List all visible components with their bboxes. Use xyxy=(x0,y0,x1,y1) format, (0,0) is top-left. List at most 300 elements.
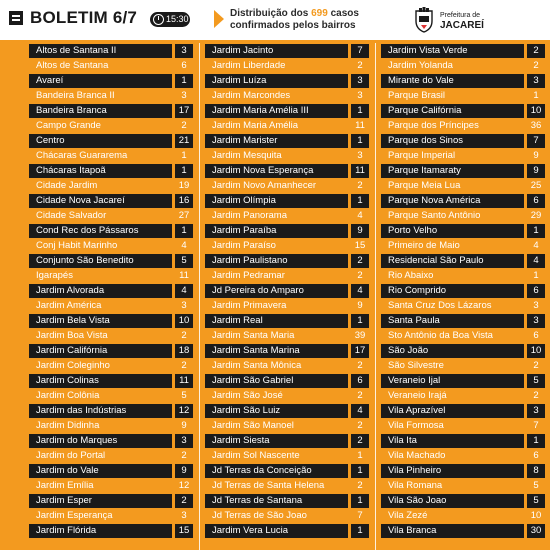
neighborhood-name: Vila Romana xyxy=(388,480,443,491)
neighborhood-name: Jardim Emília xyxy=(36,480,94,491)
list-item xyxy=(29,358,193,373)
neighborhood-name: Igarapés xyxy=(36,270,73,281)
list-item xyxy=(29,43,193,58)
case-count: 17 xyxy=(351,344,369,358)
case-count: 5 xyxy=(527,494,545,508)
list-item xyxy=(29,238,193,253)
neighborhood-name: Jardim Colônia xyxy=(36,390,100,401)
case-count: 1 xyxy=(351,134,369,148)
list-item xyxy=(381,328,545,343)
case-count: 36 xyxy=(530,120,542,131)
list-item xyxy=(205,103,369,118)
case-count: 27 xyxy=(178,210,190,221)
list-item xyxy=(205,193,369,208)
case-count: 5 xyxy=(527,374,545,388)
case-count: 30 xyxy=(527,524,545,538)
list-item xyxy=(29,463,193,478)
list-item xyxy=(381,58,545,73)
case-count: 2 xyxy=(181,450,187,461)
list-item xyxy=(381,118,545,133)
case-count: 3 xyxy=(533,300,539,311)
list-item xyxy=(381,208,545,223)
list-item xyxy=(205,388,369,403)
neighborhood-name: Porto Velho xyxy=(381,224,524,238)
neighborhood-name: São Silvestre xyxy=(388,360,444,371)
neighborhood-name: Rio Abaixo xyxy=(388,270,434,281)
neighborhood-name: Jardim Coleginho xyxy=(36,360,110,371)
case-count: 2 xyxy=(175,494,193,508)
case-count: 4 xyxy=(527,254,545,268)
list-item xyxy=(29,253,193,268)
neighborhood-name: Jardim Maria Amélia III xyxy=(205,104,348,118)
neighborhood-name: Campo Grande xyxy=(36,120,101,131)
case-count: 5 xyxy=(533,480,539,491)
neighborhood-name: Jardim Mesquita xyxy=(212,150,282,161)
arrow-right-icon xyxy=(214,10,224,28)
neighborhood-column-3 xyxy=(381,43,545,538)
list-item xyxy=(29,373,193,388)
case-count: 4 xyxy=(181,240,187,251)
list-item xyxy=(29,163,193,178)
neighborhood-name: Jardim do Portal xyxy=(36,450,106,461)
list-item xyxy=(29,283,193,298)
list-item xyxy=(381,193,545,208)
list-item xyxy=(29,268,193,283)
case-count: 10 xyxy=(530,510,542,521)
case-count: 2 xyxy=(351,254,369,268)
neighborhood-name: Parque Brasil xyxy=(388,90,446,101)
neighborhood-name: Jardim Panorama xyxy=(212,210,287,221)
case-count: 2 xyxy=(351,434,369,448)
list-item xyxy=(381,493,545,508)
city-label: JACAREÍ xyxy=(440,20,484,31)
case-count: 19 xyxy=(178,180,190,191)
neighborhood-name: Primeiro de Maio xyxy=(388,240,460,251)
neighborhood-name: Jardim São José xyxy=(212,390,283,401)
list-item xyxy=(29,403,193,418)
list-item xyxy=(381,433,545,448)
list-item xyxy=(205,238,369,253)
case-count: 15 xyxy=(175,524,193,538)
neighborhood-name: Jardim Paulistano xyxy=(205,254,348,268)
list-item xyxy=(381,478,545,493)
list-item xyxy=(205,163,369,178)
case-count: 10 xyxy=(527,104,545,118)
neighborhood-name: Jardim Novo Amanhecer xyxy=(212,180,317,191)
case-count: 3 xyxy=(351,74,369,88)
case-count: 3 xyxy=(527,404,545,418)
column-divider xyxy=(375,43,376,550)
case-count: 4 xyxy=(357,210,363,221)
neighborhood-name: Residencial São Paulo xyxy=(381,254,524,268)
list-item xyxy=(29,58,193,73)
list-item xyxy=(381,388,545,403)
neighborhood-name: Jardim Paraíso xyxy=(212,240,276,251)
neighborhood-name: Cond Rec dos Pássaros xyxy=(29,224,172,238)
list-item xyxy=(29,193,193,208)
list-item xyxy=(205,208,369,223)
neighborhood-name: Jardim América xyxy=(36,300,102,311)
neighborhood-name: Jardim Flórida xyxy=(29,524,172,538)
case-count: 10 xyxy=(527,344,545,358)
neighborhood-name: Altos de Santana xyxy=(36,60,109,71)
list-item xyxy=(381,148,545,163)
neighborhood-name: Jardim Esperança xyxy=(36,510,113,521)
city-crest-icon xyxy=(413,7,435,33)
case-count: 9 xyxy=(175,464,193,478)
case-count: 15 xyxy=(354,240,366,251)
list-item xyxy=(29,223,193,238)
neighborhood-name: Jardim Santa Maria xyxy=(212,330,295,341)
list-item xyxy=(205,478,369,493)
neighborhood-name: Vila Aprazível xyxy=(381,404,524,418)
case-count: 9 xyxy=(351,224,369,238)
case-count: 12 xyxy=(178,480,190,491)
list-item xyxy=(205,448,369,463)
case-count: 11 xyxy=(175,374,193,388)
list-item xyxy=(29,508,193,523)
list-item xyxy=(381,448,545,463)
neighborhood-name: Jardim do Marques xyxy=(29,434,172,448)
neighborhood-name: Vila Zezé xyxy=(388,510,428,521)
list-item xyxy=(29,478,193,493)
list-item xyxy=(29,88,193,103)
neighborhood-name: Santa Paula xyxy=(381,314,524,328)
case-count: 1 xyxy=(351,464,369,478)
list-item xyxy=(381,298,545,313)
neighborhood-name: Jardim Santa Mônica xyxy=(212,360,302,371)
neighborhood-name: Jardim Luíza xyxy=(205,74,348,88)
list-item xyxy=(205,298,369,313)
neighborhood-name: Jardim São Gabriel xyxy=(205,374,348,388)
list-item xyxy=(205,148,369,163)
case-count: 12 xyxy=(175,404,193,418)
list-item xyxy=(205,358,369,373)
list-item xyxy=(205,328,369,343)
list-item xyxy=(29,103,193,118)
header-bar xyxy=(0,0,550,40)
case-count: 7 xyxy=(357,510,363,521)
neighborhood-name: Jardim Marcondes xyxy=(212,90,291,101)
neighborhood-name: Veraneio Ijal xyxy=(381,374,524,388)
case-count: 9 xyxy=(357,300,363,311)
neighborhood-name: Vila Machado xyxy=(388,450,446,461)
list-item xyxy=(381,178,545,193)
list-item xyxy=(381,253,545,268)
list-item xyxy=(29,313,193,328)
list-item xyxy=(205,523,369,538)
case-count: 1 xyxy=(175,164,193,178)
list-item xyxy=(29,208,193,223)
list-item xyxy=(29,388,193,403)
neighborhood-name: Jardim Paraíba xyxy=(205,224,348,238)
list-item xyxy=(381,223,545,238)
prefeitura-label: Prefeitura de xyxy=(440,12,481,19)
case-count: 6 xyxy=(533,450,539,461)
case-count: 21 xyxy=(175,134,193,148)
neighborhood-name: Vila Formosa xyxy=(388,420,444,431)
neighborhood-name: Parque Itamaraty xyxy=(381,164,524,178)
time-label: 15:30 xyxy=(166,14,189,24)
case-count: 11 xyxy=(351,164,369,178)
case-count: 2 xyxy=(181,120,187,131)
list-item xyxy=(205,178,369,193)
case-count: 2 xyxy=(181,330,187,341)
case-count: 3 xyxy=(527,314,545,328)
neighborhood-column-2 xyxy=(205,43,369,538)
list-item xyxy=(205,343,369,358)
subtitle-count: 699 xyxy=(311,8,328,19)
neighborhood-name: Jardim Alvorada xyxy=(29,284,172,298)
case-count: 1 xyxy=(351,194,369,208)
neighborhood-name: Bandeira Branca II xyxy=(36,90,115,101)
case-count: 2 xyxy=(533,60,539,71)
case-count: 6 xyxy=(527,194,545,208)
neighborhood-name: Veraneio Irajá xyxy=(388,390,447,401)
list-item xyxy=(381,418,545,433)
neighborhood-name: Vila São Joao xyxy=(381,494,524,508)
bulletin-icon xyxy=(9,11,23,25)
neighborhood-name: Jardim Jacinto xyxy=(205,44,348,58)
list-item xyxy=(381,163,545,178)
time-badge xyxy=(150,12,190,27)
list-item xyxy=(381,133,545,148)
neighborhood-column-1 xyxy=(29,43,193,538)
neighborhood-name: Jardim Olímpia xyxy=(205,194,348,208)
case-count: 2 xyxy=(357,60,363,71)
neighborhood-name: Jardim Yolanda xyxy=(388,60,453,71)
list-item xyxy=(29,73,193,88)
neighborhood-name: Conj Habit Marinho xyxy=(36,240,118,251)
list-item xyxy=(205,268,369,283)
case-count: 3 xyxy=(527,74,545,88)
case-count: 8 xyxy=(527,464,545,478)
neighborhood-name: Rio Comprido xyxy=(381,284,524,298)
case-count: 1 xyxy=(527,224,545,238)
list-item xyxy=(381,358,545,373)
neighborhood-name: Jardim São Luiz xyxy=(205,404,348,418)
case-count: 6 xyxy=(351,374,369,388)
list-item xyxy=(381,403,545,418)
case-count: 6 xyxy=(181,60,187,71)
neighborhood-name: Bandeira Branca xyxy=(29,104,172,118)
list-item xyxy=(205,373,369,388)
neighborhood-name: Jardim Boa Vista xyxy=(36,330,108,341)
case-count: 2 xyxy=(357,180,363,191)
neighborhood-name: Jardim Califórnia xyxy=(29,344,172,358)
neighborhood-name: Jardim do Vale xyxy=(29,464,172,478)
list-item xyxy=(29,148,193,163)
subtitle xyxy=(230,8,370,32)
case-count: 3 xyxy=(181,90,187,101)
neighborhood-name: Altos de Santana II xyxy=(29,44,172,58)
list-item xyxy=(205,418,369,433)
case-count: 9 xyxy=(533,150,539,161)
list-item xyxy=(381,43,545,58)
case-count: 1 xyxy=(351,524,369,538)
neighborhood-name: Jardim Nova Esperança xyxy=(205,164,348,178)
neighborhood-name: Vila Branca xyxy=(381,524,524,538)
neighborhood-name: Chácaras Guararema xyxy=(36,150,128,161)
neighborhood-name: Parque dos Sinos xyxy=(381,134,524,148)
neighborhood-name: Jd Terras de Santana xyxy=(205,494,348,508)
case-count: 2 xyxy=(357,270,363,281)
neighborhood-name: Avareí xyxy=(29,74,172,88)
case-count: 39 xyxy=(354,330,366,341)
neighborhood-name: Jardim Colinas xyxy=(29,374,172,388)
list-item xyxy=(381,508,545,523)
list-item xyxy=(381,73,545,88)
case-count: 4 xyxy=(351,404,369,418)
case-count: 2 xyxy=(533,390,539,401)
list-item xyxy=(381,523,545,538)
case-count: 3 xyxy=(357,90,363,101)
neighborhood-name: Jardim Pedramar xyxy=(212,270,285,281)
list-item xyxy=(381,103,545,118)
case-count: 7 xyxy=(527,134,545,148)
list-item xyxy=(29,343,193,358)
case-count: 3 xyxy=(181,510,187,521)
case-count: 5 xyxy=(175,254,193,268)
neighborhood-name: São João xyxy=(381,344,524,358)
neighborhood-name: Jardim Didinha xyxy=(36,420,100,431)
list-item xyxy=(29,328,193,343)
list-item xyxy=(205,508,369,523)
case-count: 1 xyxy=(533,90,539,101)
list-item xyxy=(205,58,369,73)
list-item xyxy=(205,88,369,103)
case-count: 2 xyxy=(357,360,363,371)
list-item xyxy=(29,448,193,463)
list-item xyxy=(381,343,545,358)
case-count: 11 xyxy=(355,120,365,131)
case-count: 25 xyxy=(530,180,542,191)
case-count: 4 xyxy=(351,284,369,298)
neighborhood-name: Jd Terras de São Joao xyxy=(212,510,307,521)
list-item xyxy=(205,463,369,478)
case-count: 1 xyxy=(181,150,187,161)
case-count: 2 xyxy=(533,360,539,371)
case-count: 29 xyxy=(530,210,542,221)
case-count: 9 xyxy=(181,420,187,431)
list-item xyxy=(381,88,545,103)
list-item xyxy=(205,433,369,448)
case-count: 2 xyxy=(357,420,363,431)
case-count: 3 xyxy=(175,434,193,448)
list-item xyxy=(29,493,193,508)
neighborhood-name: Jardim Santa Marina xyxy=(205,344,348,358)
list-item xyxy=(205,313,369,328)
case-count: 17 xyxy=(175,104,193,118)
neighborhood-name: Jardim Maria Amélia xyxy=(212,120,299,131)
neighborhood-name: Jardim Bela Vista xyxy=(29,314,172,328)
list-item xyxy=(205,403,369,418)
neighborhood-name: Sto Antônio da Boa Vista xyxy=(388,330,493,341)
neighborhood-name: Jardim Sol Nascente xyxy=(212,450,300,461)
neighborhood-name: Mirante do Vale xyxy=(381,74,524,88)
page-title: BOLETIM 6/7 xyxy=(30,8,138,27)
neighborhood-name: Chácaras Itapoã xyxy=(29,164,172,178)
case-count: 5 xyxy=(181,390,187,401)
case-count: 1 xyxy=(351,494,369,508)
case-count: 3 xyxy=(175,44,193,58)
case-count: 2 xyxy=(357,480,363,491)
case-count: 9 xyxy=(527,164,545,178)
case-count: 4 xyxy=(533,240,539,251)
neighborhood-name: Vila Ita xyxy=(381,434,524,448)
case-count: 6 xyxy=(533,330,539,341)
list-item xyxy=(205,253,369,268)
list-item xyxy=(381,238,545,253)
case-count: 16 xyxy=(175,194,193,208)
case-count: 1 xyxy=(175,224,193,238)
neighborhood-name: Parque Nova América xyxy=(381,194,524,208)
neighborhood-name: Parque Imperial xyxy=(388,150,456,161)
neighborhood-name: Jardim Marister xyxy=(205,134,348,148)
list-item xyxy=(205,493,369,508)
neighborhood-name: Vila Pinheiro xyxy=(381,464,524,478)
case-count: 3 xyxy=(357,150,363,161)
case-count: 6 xyxy=(527,284,545,298)
case-count: 7 xyxy=(533,420,539,431)
case-count: 3 xyxy=(181,300,187,311)
neighborhood-name: Jd Terras de Santa Helena xyxy=(212,480,325,491)
neighborhood-name: Conjunto São Benedito xyxy=(29,254,172,268)
neighborhood-name: Cidade Nova Jacareí xyxy=(29,194,172,208)
case-count: 10 xyxy=(175,314,193,328)
neighborhood-name: Cidade Salvador xyxy=(36,210,107,221)
neighborhood-name: Jardim Esper xyxy=(29,494,172,508)
list-item xyxy=(381,268,545,283)
neighborhood-name: Jardim Primavera xyxy=(212,300,287,311)
neighborhood-name: Cidade Jardim xyxy=(36,180,98,191)
neighborhood-name: Santa Cruz Dos Lázaros xyxy=(388,300,492,311)
list-item xyxy=(205,118,369,133)
case-count: 4 xyxy=(175,284,193,298)
list-item xyxy=(205,223,369,238)
list-item xyxy=(205,133,369,148)
list-item xyxy=(381,283,545,298)
column-divider xyxy=(199,43,200,550)
list-item xyxy=(29,523,193,538)
neighborhood-name: Parque Meia Lua xyxy=(388,180,461,191)
clock-icon xyxy=(153,14,164,25)
neighborhood-name: Parque Santo Antônio xyxy=(388,210,481,221)
case-count: 2 xyxy=(357,390,363,401)
neighborhood-name: Jardim São Manoel xyxy=(212,420,294,431)
neighborhood-name: Jardim Vera Lucia xyxy=(205,524,348,538)
neighborhood-name: Parque Califórnia xyxy=(381,104,524,118)
neighborhood-name: Jardim Real xyxy=(205,314,348,328)
subtitle-post: casos confirmados pelos bairros xyxy=(230,8,359,31)
list-item xyxy=(29,433,193,448)
list-item xyxy=(29,178,193,193)
neighborhood-name: Jd Terras da Conceição xyxy=(205,464,348,478)
list-item xyxy=(29,133,193,148)
neighborhood-name: Jardim Siesta xyxy=(205,434,348,448)
neighborhood-name: Jardim das Indústrias xyxy=(29,404,172,418)
neighborhood-name: Jardim Liberdade xyxy=(212,60,286,71)
list-item xyxy=(29,418,193,433)
neighborhood-name: Centro xyxy=(29,134,172,148)
list-item xyxy=(205,43,369,58)
case-count: 1 xyxy=(351,314,369,328)
list-item xyxy=(205,73,369,88)
list-item xyxy=(381,313,545,328)
list-item xyxy=(29,118,193,133)
list-item xyxy=(205,283,369,298)
neighborhood-name: Jd Pereira do Amparo xyxy=(205,284,348,298)
